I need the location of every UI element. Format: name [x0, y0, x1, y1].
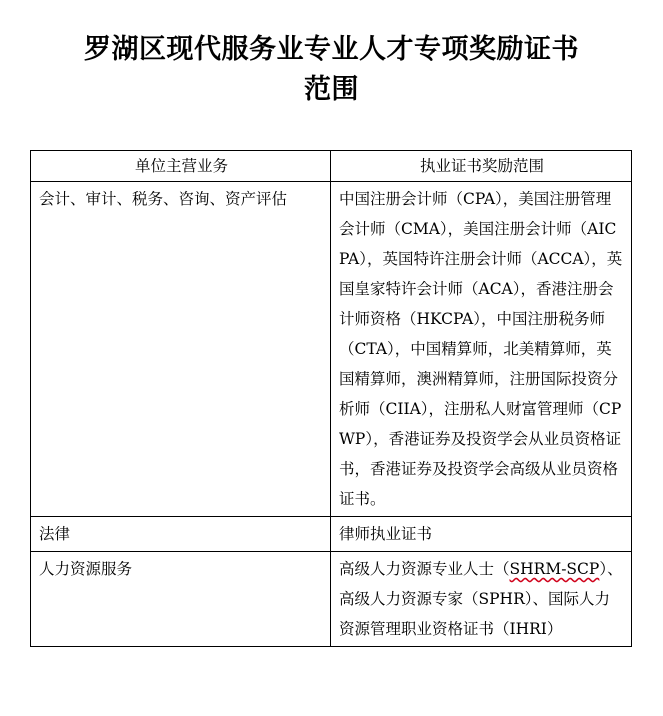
document-title — [0, 30, 663, 110]
row-hr-business — [31, 552, 331, 647]
certificates-text: 律师执业证书 — [339, 525, 433, 543]
table-header-row — [31, 151, 632, 182]
spellcheck-flagged-text: SHRM-SCP — [509, 560, 600, 578]
row-accounting-certificates — [331, 182, 632, 517]
table-row — [31, 517, 632, 552]
certificate-table — [30, 150, 632, 647]
cert-part-2: ）、高级人力资源专家（SPHR）、国际人力资源管理职业资格证书（IHRI） — [339, 560, 623, 638]
business-text: 法律 — [39, 525, 71, 543]
business-text: 会计、审计、税务、咨询、资产评估 — [39, 190, 288, 208]
table-row — [31, 182, 632, 517]
row-accounting-business — [31, 182, 331, 517]
row-hr-certificates — [331, 552, 632, 647]
table-row — [31, 552, 632, 647]
row-law-business — [31, 517, 331, 552]
business-text: 人力资源服务 — [39, 560, 133, 578]
certificates-text — [339, 554, 625, 644]
certificates-text: 中国注册会计师（CPA），美国注册管理会计师（CMA），美国注册会计师（AICPA），英国特许注册会计师（ACCA），英国皇家特许会计师（ACA），香港注册会计师资格（HKCPA），中国注册税务师（CTA），中国精算师，北美精算师，英国精算师，澳洲精算师，注册国际投资分析师（CIIA），注册私人财富管理师（CPWP），香港证券及投资学会从业员资格证书，香港证券及投资学会高级从业员资格证书。 — [339, 190, 623, 508]
cert-part-1: 高级人力资源专业人士（ — [339, 560, 510, 578]
header-business: 单位主营业务 — [31, 151, 331, 182]
header-certificates: 执业证书奖励范围 — [331, 151, 632, 182]
title-line-2: 范围 — [304, 74, 359, 105]
title-line-1: 罗湖区现代服务业专业人才专项奖励证书 — [84, 34, 579, 65]
row-law-certificates — [331, 517, 632, 552]
